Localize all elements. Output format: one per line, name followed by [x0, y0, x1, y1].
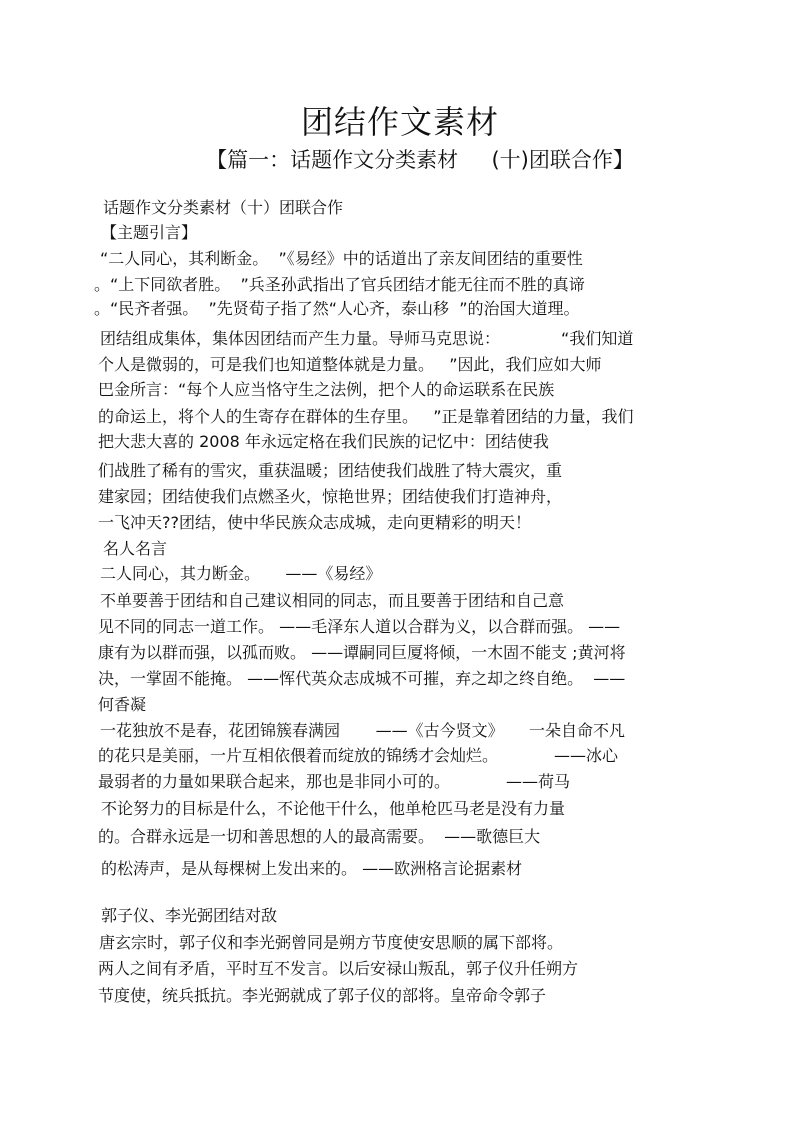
- body-line: 话题作文分类素材（十）团联合作: [103, 198, 344, 217]
- body-line: 康有为以群而强，以孤而败。 ——谭嗣同巨厦将倾，一木固不能支 ;黄河将: [98, 643, 626, 662]
- body-line: 决，一掌固不能掩。 ——恽代英众志成城不可摧，弃之却之终自绝。 ——: [98, 669, 626, 688]
- page-subtitle: 【篇一：话题作文分类素材 (十)团联合作】: [206, 148, 634, 172]
- body-line: 一飞冲天??团结，使中华民族众志成城，走向更精彩的明天！: [98, 513, 531, 532]
- body-line: 。“民齐者强。 ”先贤荀子指了然“人心齐，泰山移 ”的治国大道理。: [94, 299, 580, 318]
- body-line: 一花独放不是春，花团锦簇春满园 ——《古今贤文》 一朵自命不凡: [100, 721, 626, 740]
- body-line: 两人之间有矛盾，平时互不发言。以后安禄山叛乱，郭子仪升任朔方: [98, 959, 579, 978]
- body-line: 【主题引言】: [101, 223, 198, 242]
- section-heading: 名人名言: [103, 539, 168, 558]
- body-line: 最弱者的力量如果联合起来，那也是非同小可的。 ——荷马: [98, 772, 570, 791]
- body-line: 不单要善于团结和自己建议相同的同志，而且要善于团结和自己意: [100, 591, 565, 610]
- body-line: 把大悲大喜的 2008 年永远定格在我们民族的记忆中：团结使我: [98, 432, 549, 451]
- body-line: 不论努力的目标是什么，不论他干什么，他单枪匹马老是没有力量: [101, 799, 566, 818]
- body-line: 唐玄宗时，郭子仪和李光弼曾同是朔方节度使安思顺的属下部将。: [99, 933, 564, 952]
- body-line: 的。合群永远是一切和善思想的人的最高需要。 ——歌德巨大: [98, 827, 541, 846]
- body-line: 团结组成集体，集体因团结而产生力量。导师马克思说： “我们知道: [100, 329, 634, 348]
- page-title: 团结作文素材: [300, 103, 499, 141]
- body-line: 。“上下同欲者胜。 ”兵圣孙武指出了官兵团结才能无往而不胜的真谛: [94, 275, 585, 294]
- body-line: 二人同心，其力断金。 ——《易经》: [100, 564, 382, 583]
- body-line: 们战胜了稀有的雪灾，重获温暖；团结使我们战胜了特大震灾，重: [98, 461, 563, 480]
- section-heading: 郭子仪、李光弼团结对敌: [101, 906, 278, 925]
- body-line: 何香凝: [98, 695, 147, 714]
- body-line: 的花只是美丽，一片互相依偎着而绽放的锦绣才会灿烂。 ——冰心: [98, 746, 618, 765]
- body-line: 的松涛声，是从每棵树上发出来的。 ——欧洲格言论据素材: [101, 859, 523, 878]
- body-line: 建家园；团结使我们点燃圣火，惊艳世界；团结使我们打造神舟，: [98, 487, 563, 506]
- body-line: “二人同心，其利断金。 ”《易经》中的话道出了亲友间团结的重要性: [100, 249, 583, 268]
- body-line: 的命运上，将个人的生寄存在群体的生存里。 ”正是靠着团结的力量，我们: [98, 407, 634, 426]
- body-line: 巴金所言：“每个人应当恪守生之法例，把个人的命运联系在民族: [98, 380, 555, 399]
- body-line: 个人是微弱的，可是我们也知道整体就是力量。 ”因此，我们应如大师: [98, 355, 602, 374]
- body-line: 见不同的同志一道工作。 ——毛泽东人道以合群为义，以合群而强。 ——: [98, 617, 621, 636]
- body-line: 节度使，统兵抵抗。李光弼就成了郭子仪的部将。皇帝命令郭子: [98, 986, 547, 1005]
